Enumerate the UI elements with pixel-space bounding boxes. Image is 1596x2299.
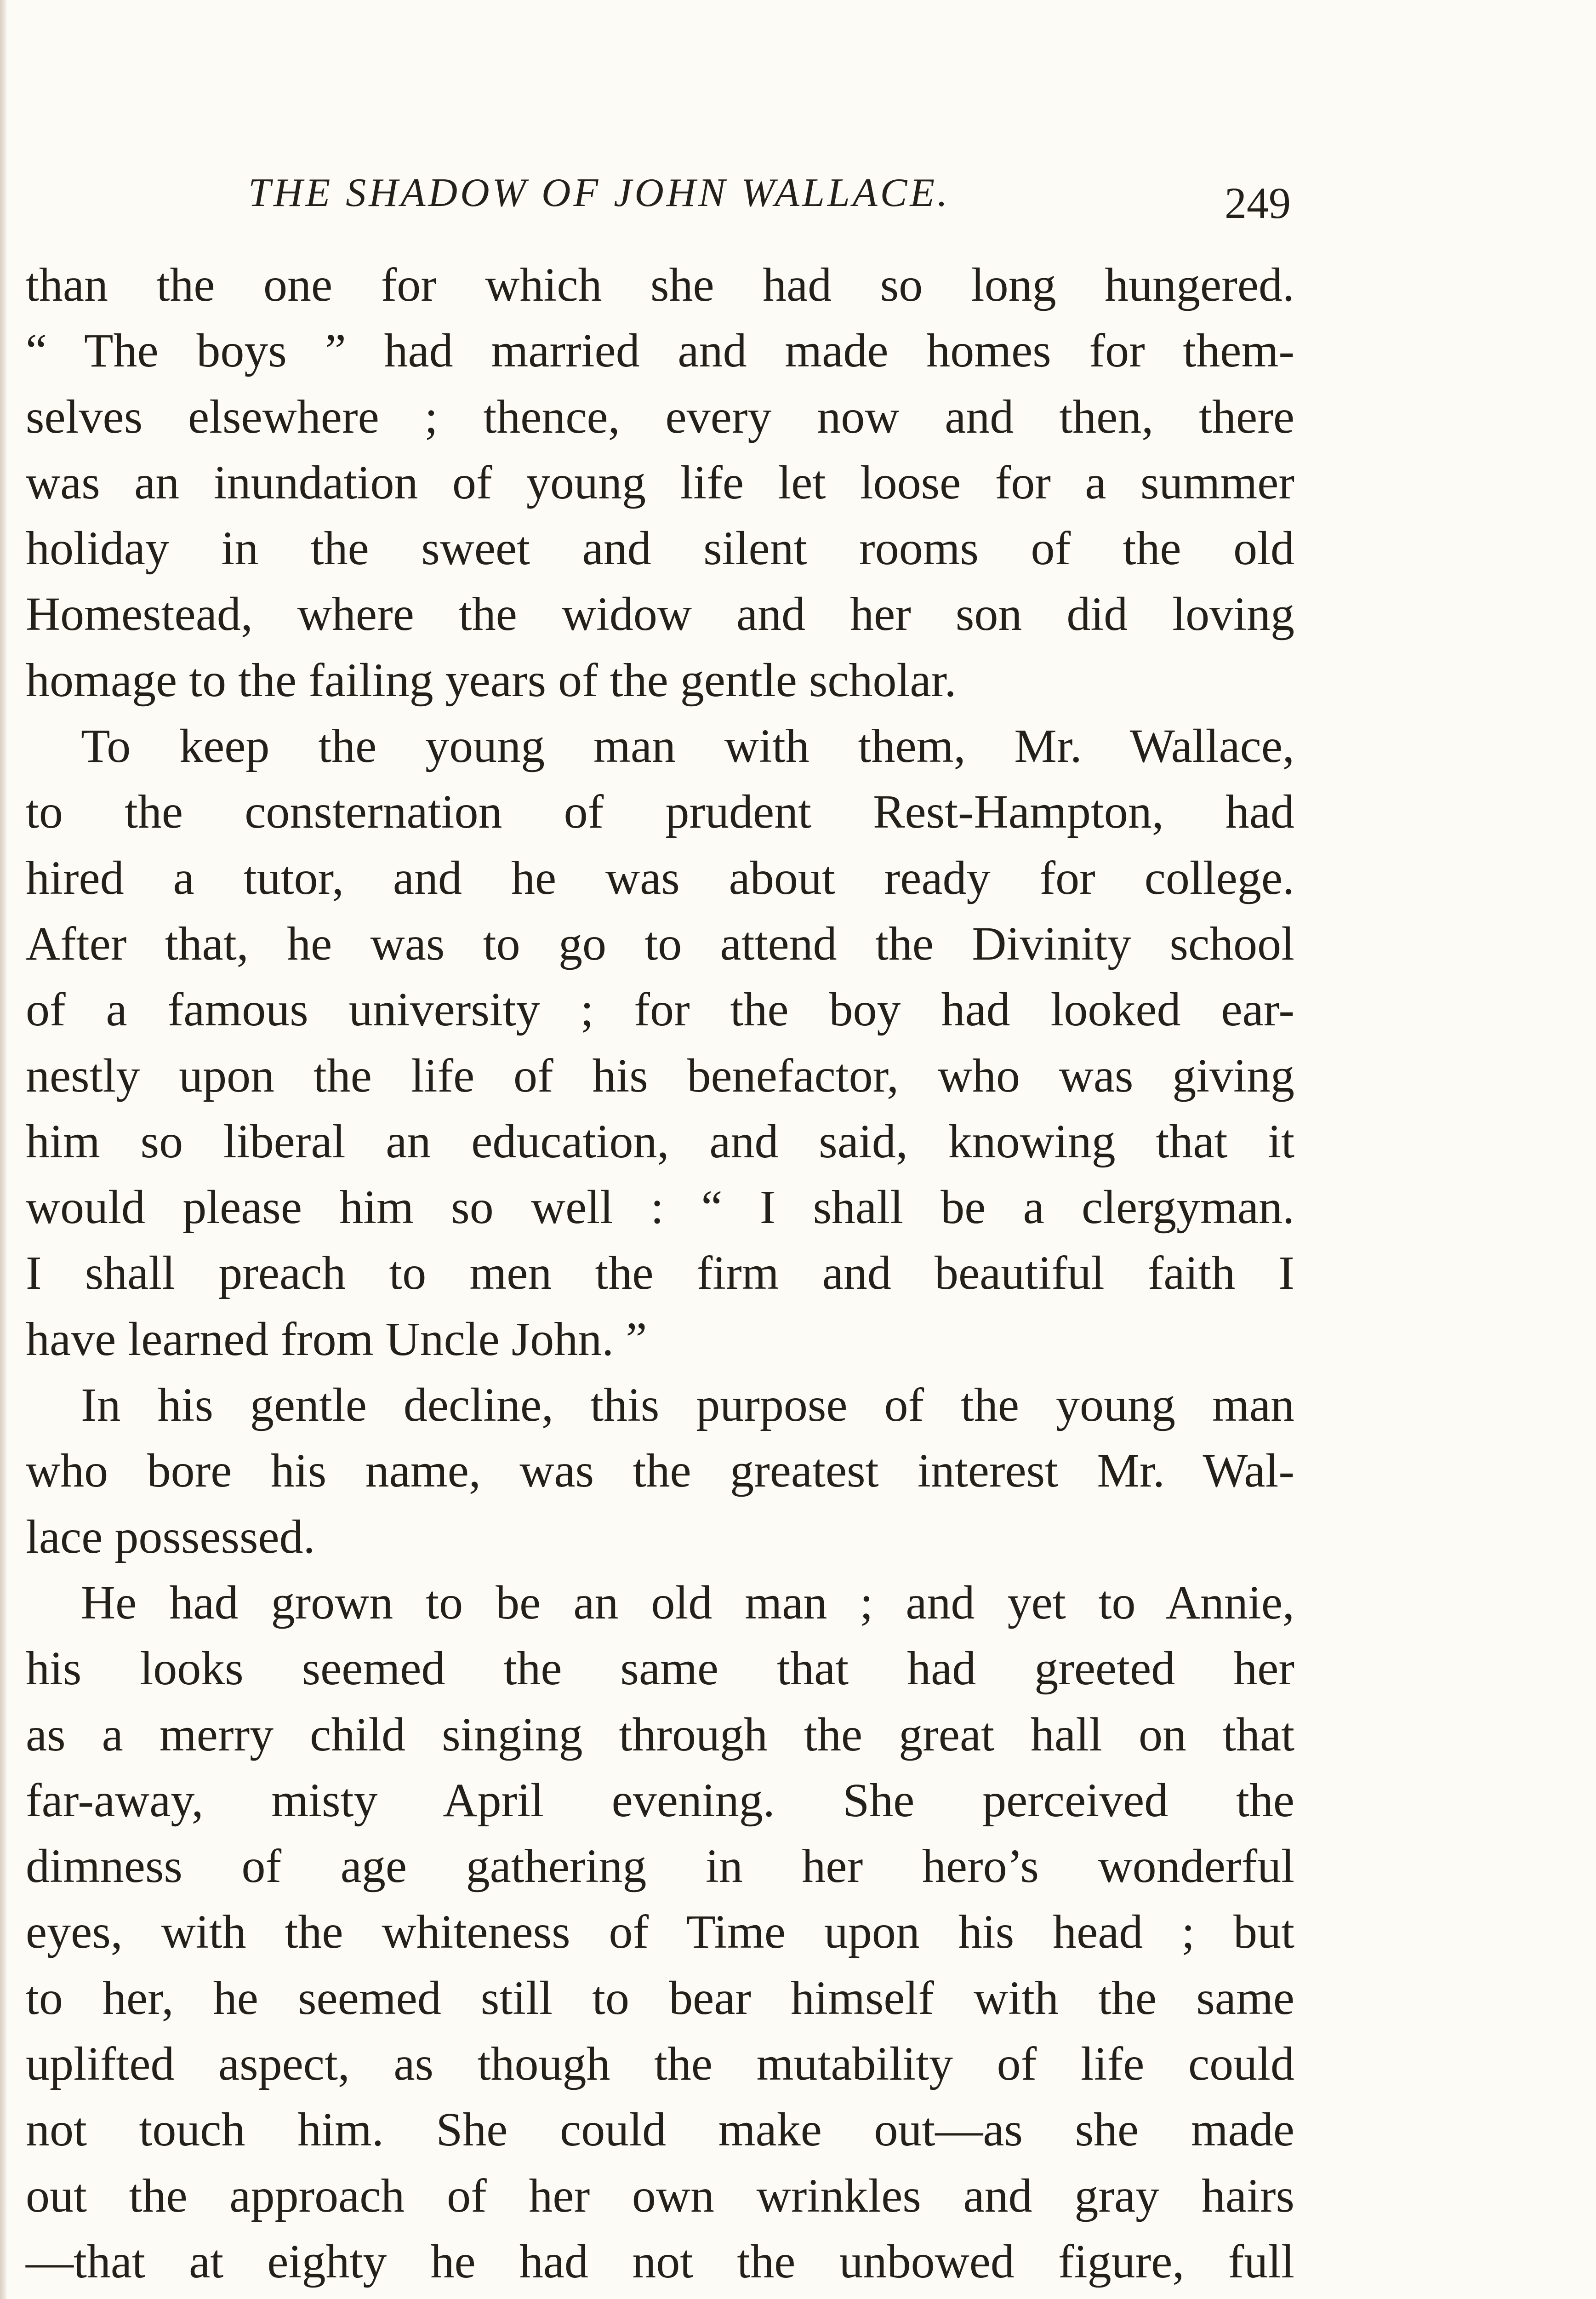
text-line: homage to the failing years of the gentle scholar. — [26, 653, 957, 707]
text-line: not touch him. She could make out—as she made — [26, 2103, 1294, 2156]
paragraph — [26, 713, 1294, 1372]
text-line: as a merry child singing through the great hall on that — [26, 1708, 1294, 1761]
text-line: nestly upon the life of his benefactor, who was giving — [26, 1049, 1294, 1102]
text-line: his looks seemed the same that had greeted her — [26, 1642, 1294, 1695]
text-line: After that, he was to go to attend the Divinity school — [26, 917, 1294, 970]
paragraph — [26, 1372, 1294, 1570]
text-line: far-away, misty April evening. She perceived the — [26, 1773, 1294, 1827]
paragraph — [26, 252, 1294, 713]
text-line: He had grown to be an old man ; and yet to Annie, — [81, 1576, 1294, 1629]
text-line: eyes, with the whiteness of Time upon his head ; but — [26, 1905, 1294, 1959]
text-line: I shall preach to men the firm and beautiful faith I — [26, 1247, 1294, 1300]
text-line: In his gentle decline, this purpose of the young man — [81, 1378, 1294, 1432]
text-line: selves elsewhere ; thence, every now and then, there — [26, 390, 1294, 443]
text-line: who bore his name, was the greatest interest Mr. Wal- — [26, 1444, 1294, 1498]
text-line: out the approach of her own wrinkles and gray hairs — [26, 2169, 1294, 2222]
text-line: uplifted aspect, as though the mutability of life could — [26, 2037, 1294, 2091]
body-text — [26, 252, 1294, 2299]
text-line: would please him so well : “ I shall be a clergyman. — [26, 1181, 1294, 1234]
text-line: “ The boys ” had married and made homes for them- — [26, 324, 1294, 377]
text-line: dimness of age gathering in her hero’s wonderful — [26, 1840, 1294, 1893]
text-line: have learned from Uncle John. ” — [26, 1312, 647, 1366]
page-edge-shadow — [0, 0, 6, 2299]
text-line: —that at eighty he had not the unbowed figure, full — [26, 2235, 1294, 2288]
text-line: than the one for which she had so long hungered. — [26, 258, 1294, 311]
text-line: to the consternation of prudent Rest-Hampton, had — [26, 785, 1294, 839]
text-line: to her, he seemed still to bear himself with the same — [26, 1971, 1294, 2024]
text-line — [26, 2294, 1294, 2299]
text-line: him so liberal an education, and said, knowing that it — [26, 1115, 1294, 1168]
text-line: of a famous university ; for the boy had looked ear- — [26, 983, 1294, 1036]
text-line: was an inundation of young life let loose for a summer — [26, 456, 1294, 509]
paragraph — [26, 1570, 1294, 2299]
text-line: To keep the young man with them, Mr. Wallace, — [81, 720, 1294, 773]
running-head — [248, 166, 1305, 228]
text-line: Homestead, where the widow and her son did loving — [26, 588, 1294, 641]
text-line: holiday in the sweet and silent rooms of the old — [26, 522, 1294, 575]
page-number: 249 — [1225, 178, 1291, 228]
running-title: THE SHADOW OF JOHN WALLACE. — [248, 171, 951, 215]
text-line: hired a tutor, and he was about ready for college. — [26, 851, 1294, 904]
text-line: lace possessed. — [26, 1510, 315, 1563]
